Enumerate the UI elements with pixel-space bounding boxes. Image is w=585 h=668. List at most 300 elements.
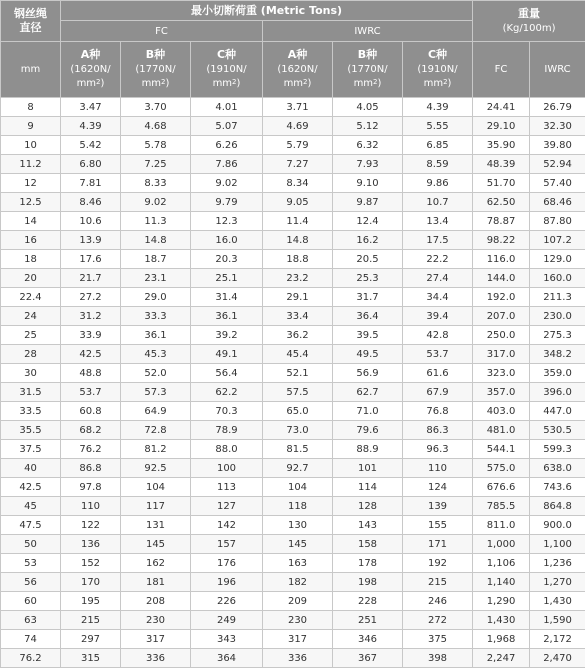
weight-iwrc-cell: 275.3	[530, 326, 585, 345]
table-row	[1, 592, 585, 611]
mm2-base: mm	[284, 78, 303, 89]
weight-iwrc-cell: 52.94	[530, 155, 585, 174]
mm2-sup: 2	[232, 78, 236, 86]
table-row	[1, 345, 585, 364]
fc-grade-a-cell: 60.8	[61, 402, 121, 421]
weight-iwrc-cell: 1,100	[530, 535, 585, 554]
iwrc-grade-c-cell: 171	[403, 535, 473, 554]
iwrc-grade-b-cell: 7.93	[333, 155, 403, 174]
fc-grade-a-cell: 122	[61, 516, 121, 535]
fc-grade-b-cell: 18.7	[121, 250, 191, 269]
iwrc-grade-c-cell: 398	[403, 649, 473, 668]
fc-grade-a-cell: 86.8	[61, 459, 121, 478]
fc-grade-c-cell: 56.4	[191, 364, 263, 383]
table-row	[1, 288, 585, 307]
fc-grade-a-cell: 31.2	[61, 307, 121, 326]
fc-grade-c-cell: 39.2	[191, 326, 263, 345]
iwrc-grade-a-cell: 230	[263, 611, 333, 630]
fc-grade-a-cell: 33.9	[61, 326, 121, 345]
weight-unit: (Kg/100m)	[503, 23, 556, 34]
iwrc-grade-c-cell: 110	[403, 459, 473, 478]
diameter-cell: 28	[1, 345, 61, 364]
strength-label: (1770N/	[347, 64, 387, 75]
fc-grade-c-cell: 5.07	[191, 117, 263, 136]
diameter-cell: 33.5	[1, 402, 61, 421]
mm2-sup: 2	[373, 78, 377, 86]
iwrc-grade-a-cell: 57.5	[263, 383, 333, 402]
weight-fc-cell: 1,000	[473, 535, 530, 554]
iwrc-grade-b-cell: 5.12	[333, 117, 403, 136]
fc-grade-a-cell: 21.7	[61, 269, 121, 288]
iwrc-grade-a-cell: 163	[263, 554, 333, 573]
table-row	[1, 611, 585, 630]
weight-iwrc-cell: 900.0	[530, 516, 585, 535]
iwrc-grade-a-cell: 7.27	[263, 155, 333, 174]
weight-iwrc-cell: 1,270	[530, 573, 585, 592]
fc-grade-a-cell: 110	[61, 497, 121, 516]
iwrc-grade-b-cell: 39.5	[333, 326, 403, 345]
iwrc-grade-a-cell: 145	[263, 535, 333, 554]
fc-grade-a-cell: 17.6	[61, 250, 121, 269]
diameter-cell: 24	[1, 307, 61, 326]
fc-grade-a-header	[61, 42, 121, 98]
weight-iwrc-cell: 2,172	[530, 630, 585, 649]
strength-label: (1910N/	[206, 64, 246, 75]
fc-grade-b-cell: 9.02	[121, 193, 191, 212]
strength-label: (1910N/	[417, 64, 457, 75]
iwrc-grade-b-cell: 25.3	[333, 269, 403, 288]
iwrc-grade-c-cell: 139	[403, 497, 473, 516]
table-body	[1, 98, 585, 668]
iwrc-grade-b-header	[333, 42, 403, 98]
fc-grade-c-cell: 100	[191, 459, 263, 478]
mm2-close: )	[308, 78, 312, 89]
diameter-cell: 11.2	[1, 155, 61, 174]
fc-grade-c-cell: 364	[191, 649, 263, 668]
iwrc-grade-a-cell: 11.4	[263, 212, 333, 231]
iwrc-grade-c-cell: 192	[403, 554, 473, 573]
fc-grade-b-cell: 162	[121, 554, 191, 573]
fc-grade-b-cell: 3.70	[121, 98, 191, 117]
breaking-load-header: 最小切断荷重 (Metric Tons)	[61, 1, 473, 21]
weight-fc-cell: 1,140	[473, 573, 530, 592]
fc-grade-c-cell: 88.0	[191, 440, 263, 459]
table-row	[1, 231, 585, 250]
core-fc-header: FC	[61, 21, 263, 42]
weight-fc-cell: 78.87	[473, 212, 530, 231]
iwrc-grade-a-cell: 73.0	[263, 421, 333, 440]
fc-grade-a-cell: 315	[61, 649, 121, 668]
fc-grade-c-cell: 142	[191, 516, 263, 535]
weight-title: 重量	[518, 7, 540, 20]
fc-grade-c-cell: 70.3	[191, 402, 263, 421]
core-iwrc-header: IWRC	[263, 21, 473, 42]
fc-grade-b-cell: 81.2	[121, 440, 191, 459]
table-row	[1, 440, 585, 459]
fc-grade-b-cell: 336	[121, 649, 191, 668]
mm2-sup: 2	[96, 78, 100, 86]
weight-iwrc-cell: 396.0	[530, 383, 585, 402]
weight-iwrc-cell: 1,236	[530, 554, 585, 573]
weight-fc-cell: 481.0	[473, 421, 530, 440]
diameter-cell: 22.4	[1, 288, 61, 307]
table-row	[1, 193, 585, 212]
grade-label: B种	[358, 48, 377, 61]
diameter-cell: 50	[1, 535, 61, 554]
fc-grade-a-cell: 195	[61, 592, 121, 611]
mm2-base: mm	[213, 78, 232, 89]
fc-grade-b-cell: 23.1	[121, 269, 191, 288]
fc-grade-b-cell: 45.3	[121, 345, 191, 364]
fc-grade-c-cell: 9.02	[191, 174, 263, 193]
diameter-cell: 8	[1, 98, 61, 117]
fc-grade-a-cell: 4.39	[61, 117, 121, 136]
fc-grade-a-cell: 170	[61, 573, 121, 592]
iwrc-grade-c-cell: 246	[403, 592, 473, 611]
iwrc-grade-a-cell: 104	[263, 478, 333, 497]
fc-grade-a-cell: 297	[61, 630, 121, 649]
table-row	[1, 212, 585, 231]
weight-fc-cell: 357.0	[473, 383, 530, 402]
mm2-base: mm	[142, 78, 161, 89]
table-row	[1, 117, 585, 136]
iwrc-grade-b-cell: 49.5	[333, 345, 403, 364]
diameter-cell: 74	[1, 630, 61, 649]
mm2-base: mm	[424, 78, 443, 89]
weight-iwrc-cell: 1,430	[530, 592, 585, 611]
fc-grade-b-cell: 131	[121, 516, 191, 535]
unit-mm-header: mm	[1, 42, 61, 98]
table-row	[1, 459, 585, 478]
fc-grade-a-cell: 8.46	[61, 193, 121, 212]
weight-iwrc-cell: 107.2	[530, 231, 585, 250]
fc-grade-a-cell: 7.81	[61, 174, 121, 193]
iwrc-grade-c-cell: 67.9	[403, 383, 473, 402]
iwrc-grade-b-cell: 251	[333, 611, 403, 630]
iwrc-grade-a-cell: 4.69	[263, 117, 333, 136]
iwrc-grade-b-cell: 12.4	[333, 212, 403, 231]
table-row	[1, 535, 585, 554]
weight-fc-cell: 811.0	[473, 516, 530, 535]
iwrc-grade-c-cell: 96.3	[403, 440, 473, 459]
fc-grade-b-cell: 230	[121, 611, 191, 630]
fc-grade-c-cell: 49.1	[191, 345, 263, 364]
weight-fc-cell: 1,290	[473, 592, 530, 611]
weight-fc-cell: 48.39	[473, 155, 530, 174]
table-row	[1, 383, 585, 402]
iwrc-grade-c-cell: 5.55	[403, 117, 473, 136]
iwrc-grade-c-cell: 215	[403, 573, 473, 592]
iwrc-grade-c-cell: 6.85	[403, 136, 473, 155]
weight-iwrc-cell: 39.80	[530, 136, 585, 155]
fc-grade-b-cell: 5.78	[121, 136, 191, 155]
weight-iwrc-cell: 743.6	[530, 478, 585, 497]
iwrc-grade-c-cell: 17.5	[403, 231, 473, 250]
diameter-cell: 60	[1, 592, 61, 611]
weight-iwrc-cell: 230.0	[530, 307, 585, 326]
weight-fc-cell: 35.90	[473, 136, 530, 155]
table-row	[1, 402, 585, 421]
mm2-sup: 2	[161, 78, 165, 86]
diameter-cell: 37.5	[1, 440, 61, 459]
iwrc-grade-b-cell: 71.0	[333, 402, 403, 421]
diameter-cell: 30	[1, 364, 61, 383]
fc-grade-a-cell: 136	[61, 535, 121, 554]
grade-label: A种	[81, 48, 101, 61]
iwrc-grade-b-cell: 143	[333, 516, 403, 535]
iwrc-grade-c-cell: 27.4	[403, 269, 473, 288]
fc-grade-b-cell: 33.3	[121, 307, 191, 326]
table-row	[1, 649, 585, 668]
fc-grade-c-cell: 176	[191, 554, 263, 573]
strength-label: (1620N/	[277, 64, 317, 75]
fc-grade-b-cell: 181	[121, 573, 191, 592]
table-row	[1, 478, 585, 497]
fc-grade-b-cell: 8.33	[121, 174, 191, 193]
grade-label: B种	[146, 48, 165, 61]
fc-grade-b-header	[121, 42, 191, 98]
fc-grade-c-cell: 36.1	[191, 307, 263, 326]
diameter-cell: 14	[1, 212, 61, 231]
iwrc-grade-a-cell: 18.8	[263, 250, 333, 269]
table-row	[1, 516, 585, 535]
weight-iwrc-cell: 57.40	[530, 174, 585, 193]
weight-fc-cell: 317.0	[473, 345, 530, 364]
fc-grade-b-cell: 145	[121, 535, 191, 554]
diameter-cell: 12.5	[1, 193, 61, 212]
diameter-cell: 47.5	[1, 516, 61, 535]
strength-label: (1770N/	[135, 64, 175, 75]
iwrc-grade-a-header	[263, 42, 333, 98]
mm2-base: mm	[354, 78, 373, 89]
iwrc-grade-c-cell: 61.6	[403, 364, 473, 383]
weight-iwrc-cell: 864.8	[530, 497, 585, 516]
iwrc-grade-b-cell: 9.10	[333, 174, 403, 193]
iwrc-grade-a-cell: 45.4	[263, 345, 333, 364]
iwrc-grade-b-cell: 4.05	[333, 98, 403, 117]
diameter-cell: 25	[1, 326, 61, 345]
weight-fc-cell: 1,106	[473, 554, 530, 573]
iwrc-grade-a-cell: 8.34	[263, 174, 333, 193]
fc-grade-c-cell: 31.4	[191, 288, 263, 307]
weight-iwrc-cell: 530.5	[530, 421, 585, 440]
iwrc-grade-c-cell: 76.8	[403, 402, 473, 421]
iwrc-grade-b-cell: 79.6	[333, 421, 403, 440]
table-row	[1, 497, 585, 516]
weight-fc-cell: 785.5	[473, 497, 530, 516]
fc-grade-a-cell: 3.47	[61, 98, 121, 117]
iwrc-grade-a-cell: 9.05	[263, 193, 333, 212]
iwrc-grade-c-cell: 4.39	[403, 98, 473, 117]
iwrc-grade-a-cell: 336	[263, 649, 333, 668]
weight-iwrc-cell: 68.46	[530, 193, 585, 212]
fc-grade-b-cell: 72.8	[121, 421, 191, 440]
weight-fc-cell: 323.0	[473, 364, 530, 383]
iwrc-grade-a-cell: 182	[263, 573, 333, 592]
weight-fc-cell: 51.70	[473, 174, 530, 193]
mm2-close: )	[166, 78, 170, 89]
iwrc-grade-a-cell: 92.7	[263, 459, 333, 478]
table-row	[1, 155, 585, 174]
diameter-cell: 20	[1, 269, 61, 288]
grade-label: C种	[428, 48, 447, 61]
iwrc-grade-c-cell: 8.59	[403, 155, 473, 174]
weight-header	[473, 1, 585, 42]
iwrc-grade-a-cell: 81.5	[263, 440, 333, 459]
diameter-cell: 56	[1, 573, 61, 592]
fc-grade-a-cell: 42.5	[61, 345, 121, 364]
weight-iwrc-cell: 211.3	[530, 288, 585, 307]
grade-label: C种	[217, 48, 236, 61]
table-row	[1, 573, 585, 592]
table-row	[1, 554, 585, 573]
iwrc-grade-c-cell: 375	[403, 630, 473, 649]
weight-fc-cell: 144.0	[473, 269, 530, 288]
diameter-cell: 53	[1, 554, 61, 573]
fc-grade-c-cell: 7.86	[191, 155, 263, 174]
fc-grade-c-cell: 343	[191, 630, 263, 649]
weight-fc-cell: 62.50	[473, 193, 530, 212]
iwrc-grade-a-cell: 3.71	[263, 98, 333, 117]
mm2-base: mm	[77, 78, 96, 89]
fc-grade-c-cell: 9.79	[191, 193, 263, 212]
iwrc-grade-a-cell: 29.1	[263, 288, 333, 307]
weight-iwrc-cell: 160.0	[530, 269, 585, 288]
table-row	[1, 250, 585, 269]
iwrc-grade-c-cell: 39.4	[403, 307, 473, 326]
iwrc-grade-b-cell: 178	[333, 554, 403, 573]
fc-grade-a-cell: 68.2	[61, 421, 121, 440]
iwrc-grade-a-cell: 118	[263, 497, 333, 516]
weight-fc-cell: 207.0	[473, 307, 530, 326]
fc-grade-b-cell: 11.3	[121, 212, 191, 231]
iwrc-grade-b-cell: 56.9	[333, 364, 403, 383]
fc-grade-c-cell: 12.3	[191, 212, 263, 231]
iwrc-grade-b-cell: 367	[333, 649, 403, 668]
diameter-cell: 40	[1, 459, 61, 478]
fc-grade-a-cell: 6.80	[61, 155, 121, 174]
diameter-label-line1: 钢丝绳	[14, 7, 47, 20]
iwrc-grade-b-cell: 9.87	[333, 193, 403, 212]
mm2-close: )	[237, 78, 241, 89]
fc-grade-c-cell: 113	[191, 478, 263, 497]
iwrc-grade-b-cell: 228	[333, 592, 403, 611]
table-row	[1, 269, 585, 288]
fc-grade-a-cell: 215	[61, 611, 121, 630]
fc-grade-b-cell: 36.1	[121, 326, 191, 345]
iwrc-grade-c-cell: 10.7	[403, 193, 473, 212]
fc-grade-c-cell: 196	[191, 573, 263, 592]
fc-grade-b-cell: 57.3	[121, 383, 191, 402]
weight-iwrc-cell: 32.30	[530, 117, 585, 136]
diameter-cell: 31.5	[1, 383, 61, 402]
table-row	[1, 364, 585, 383]
weight-iwrc-cell: 87.80	[530, 212, 585, 231]
fc-grade-c-cell: 62.2	[191, 383, 263, 402]
fc-grade-c-cell: 127	[191, 497, 263, 516]
iwrc-grade-a-cell: 65.0	[263, 402, 333, 421]
iwrc-grade-c-cell: 272	[403, 611, 473, 630]
weight-fc-cell: 676.6	[473, 478, 530, 497]
diameter-cell: 9	[1, 117, 61, 136]
fc-grade-a-cell: 97.8	[61, 478, 121, 497]
iwrc-grade-b-cell: 158	[333, 535, 403, 554]
mm2-close: )	[448, 78, 452, 89]
iwrc-grade-b-cell: 6.32	[333, 136, 403, 155]
fc-grade-b-cell: 52.0	[121, 364, 191, 383]
iwrc-grade-b-cell: 16.2	[333, 231, 403, 250]
weight-fc-cell: 544.1	[473, 440, 530, 459]
weight-fc-cell: 24.41	[473, 98, 530, 117]
table-row	[1, 630, 585, 649]
iwrc-grade-b-cell: 31.7	[333, 288, 403, 307]
iwrc-grade-a-cell: 14.8	[263, 231, 333, 250]
fc-grade-b-cell: 64.9	[121, 402, 191, 421]
iwrc-grade-a-cell: 130	[263, 516, 333, 535]
fc-grade-a-cell: 27.2	[61, 288, 121, 307]
diameter-header	[1, 1, 61, 42]
iwrc-grade-c-cell: 22.2	[403, 250, 473, 269]
weight-iwrc-cell: 447.0	[530, 402, 585, 421]
iwrc-grade-b-cell: 20.5	[333, 250, 403, 269]
weight-iwrc-header: IWRC	[530, 42, 585, 98]
iwrc-grade-c-cell: 86.3	[403, 421, 473, 440]
fc-grade-b-cell: 29.0	[121, 288, 191, 307]
iwrc-grade-b-cell: 114	[333, 478, 403, 497]
fc-grade-a-cell: 5.42	[61, 136, 121, 155]
iwrc-grade-a-cell: 5.79	[263, 136, 333, 155]
iwrc-grade-c-cell: 13.4	[403, 212, 473, 231]
diameter-cell: 42.5	[1, 478, 61, 497]
iwrc-grade-c-header	[403, 42, 473, 98]
weight-fc-cell: 2,247	[473, 649, 530, 668]
weight-fc-cell: 250.0	[473, 326, 530, 345]
fc-grade-c-cell: 16.0	[191, 231, 263, 250]
fc-grade-c-cell: 157	[191, 535, 263, 554]
iwrc-grade-c-cell: 124	[403, 478, 473, 497]
iwrc-grade-b-cell: 128	[333, 497, 403, 516]
fc-grade-c-cell: 4.01	[191, 98, 263, 117]
fc-grade-b-cell: 117	[121, 497, 191, 516]
mm2-sup: 2	[443, 78, 447, 86]
weight-fc-cell: 1,968	[473, 630, 530, 649]
fc-grade-c-cell: 249	[191, 611, 263, 630]
mm2-close: )	[378, 78, 382, 89]
fc-grade-c-cell: 226	[191, 592, 263, 611]
fc-grade-b-cell: 317	[121, 630, 191, 649]
diameter-label-line2: 直径	[20, 21, 42, 34]
mm2-close: )	[101, 78, 105, 89]
weight-iwrc-cell: 129.0	[530, 250, 585, 269]
fc-grade-a-cell: 13.9	[61, 231, 121, 250]
iwrc-grade-c-cell: 42.8	[403, 326, 473, 345]
table-row	[1, 326, 585, 345]
iwrc-grade-b-cell: 101	[333, 459, 403, 478]
diameter-cell: 16	[1, 231, 61, 250]
iwrc-grade-c-cell: 34.4	[403, 288, 473, 307]
table-row	[1, 421, 585, 440]
fc-grade-c-cell: 25.1	[191, 269, 263, 288]
weight-iwrc-cell: 348.2	[530, 345, 585, 364]
weight-fc-cell: 98.22	[473, 231, 530, 250]
weight-iwrc-cell: 599.3	[530, 440, 585, 459]
iwrc-grade-b-cell: 346	[333, 630, 403, 649]
table-row	[1, 136, 585, 155]
fc-grade-a-cell: 76.2	[61, 440, 121, 459]
iwrc-grade-c-cell: 155	[403, 516, 473, 535]
weight-fc-header: FC	[473, 42, 530, 98]
fc-grade-b-cell: 92.5	[121, 459, 191, 478]
